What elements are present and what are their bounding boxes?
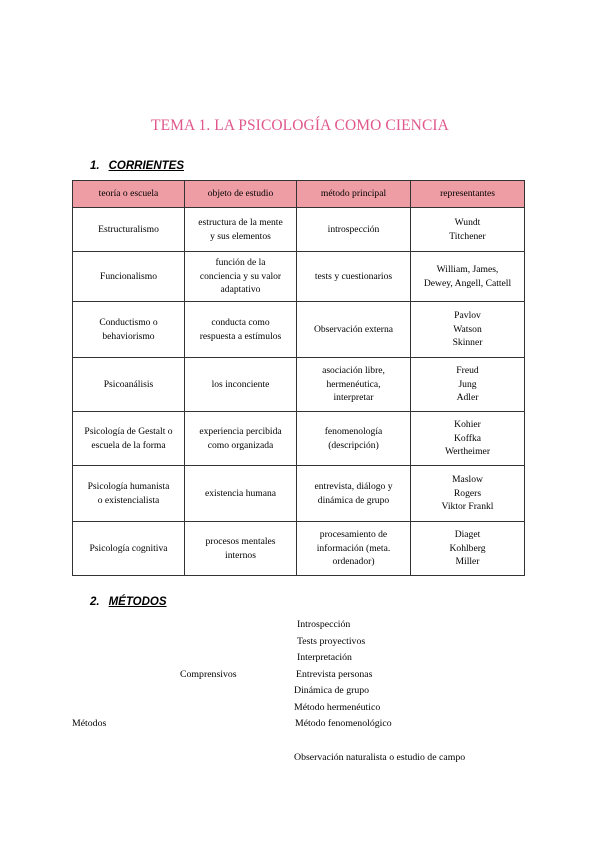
representatives-cell	[411, 522, 525, 576]
cell-line: Diaget	[454, 529, 481, 541]
header-cell: representantes	[411, 181, 525, 208]
cell-line: Estructuralismo	[98, 223, 159, 235]
method-item: Introspección	[297, 619, 351, 630]
cell-line: behaviorismo	[102, 330, 155, 342]
school-cell	[73, 412, 185, 466]
cell-line: Watson	[453, 323, 482, 335]
cell-line: Observación externa	[313, 323, 394, 335]
cell-line: existencia humana	[204, 487, 277, 499]
cell-line: Pavlov	[454, 310, 481, 322]
cell-line: Dewey, Angell, Cattell	[423, 277, 512, 289]
object-cell	[185, 466, 297, 522]
table-row	[73, 302, 525, 358]
cell-line: William, James,	[436, 264, 499, 275]
cell-line: Maslow	[452, 474, 483, 486]
cell-line: conducta como	[211, 317, 270, 328]
object-cell	[185, 412, 297, 466]
cell-line: asociación libre,	[322, 365, 385, 377]
method-item: Interpretación	[297, 652, 352, 663]
cell-line: dinámica de grupo	[317, 494, 390, 506]
object-cell	[185, 522, 297, 576]
cell-line: escuela de la forma	[91, 439, 166, 451]
school-cell	[73, 358, 185, 412]
section-number: 1.	[90, 160, 100, 172]
representatives-cell	[411, 412, 525, 466]
representatives-cell	[411, 358, 525, 412]
cell-line: Psicología humanista	[87, 481, 170, 492]
methods-group-label: Comprensivos	[180, 669, 237, 680]
cell-line: y sus elementos	[210, 230, 271, 242]
representatives-cell	[411, 208, 525, 252]
representatives-cell	[411, 252, 525, 302]
cell-line: información (meta.	[316, 542, 391, 554]
method-cell	[297, 412, 411, 466]
cell-line: los inconciente	[211, 378, 270, 390]
cell-line: procesamiento de	[319, 529, 388, 541]
cell-line: tests y cuestionarios	[314, 270, 393, 282]
cell-line: Wundt	[454, 217, 481, 228]
method-cell	[297, 208, 411, 252]
section-heading-corrientes	[90, 160, 184, 172]
table-row	[73, 466, 525, 522]
school-cell	[73, 208, 185, 252]
cell-line: Miller	[455, 556, 480, 568]
method-cell	[297, 252, 411, 302]
object-cell	[185, 302, 297, 358]
table-row	[73, 522, 525, 576]
cell-line: o existencialista	[97, 494, 160, 506]
cell-line: Kohlberg	[449, 542, 486, 554]
method-cell	[297, 358, 411, 412]
method-cell	[297, 466, 411, 522]
method-cell	[297, 522, 411, 576]
cell-line: entrevista, diálogo y	[314, 481, 393, 492]
cell-line: Psicoanálisis	[103, 378, 154, 390]
cell-line: introspección	[327, 223, 380, 235]
section-title: CORRIENTES	[108, 160, 184, 172]
method-cell	[297, 302, 411, 358]
method-item: Dinámica de grupo	[294, 685, 370, 696]
school-cell	[73, 522, 185, 576]
cell-line: Titchener	[449, 230, 486, 242]
cell-line: Koffka	[454, 432, 481, 444]
cell-line: Psicología de Gestalt o	[84, 426, 173, 437]
cell-line: adaptativo	[220, 284, 261, 296]
cell-line: procesos mentales	[205, 536, 276, 547]
cell-line: respuesta a estímulos	[199, 330, 282, 342]
section-heading-metodos	[90, 596, 167, 608]
method-item: Método fenomenológico	[295, 718, 392, 729]
cell-line: hermenéutica,	[326, 378, 381, 390]
school-cell	[73, 252, 185, 302]
methods-root-label: Métodos	[72, 718, 107, 729]
table-row	[73, 358, 525, 412]
table-row	[73, 252, 525, 302]
cell-line: Kohier	[454, 419, 481, 431]
object-cell	[185, 208, 297, 252]
cell-line: Adler	[456, 392, 479, 404]
header-cell: método principal	[297, 181, 411, 208]
method-item: Tests proyectivos	[297, 636, 366, 647]
section-number: 2.	[90, 596, 100, 608]
cell-line: conciencia y su valor	[199, 270, 282, 282]
page-title: TEMA 1. LA PSICOLOGÍA COMO CIENCIA	[151, 117, 449, 134]
cell-line: fenomenología	[324, 426, 383, 437]
method-item-last: Observación naturalista o estudio de campo	[294, 752, 466, 763]
cell-line: ordenador)	[332, 556, 375, 568]
cell-line: experiencia percibida	[199, 426, 282, 437]
cell-line: Conductismo o	[99, 317, 158, 328]
corrientes-table	[72, 180, 525, 576]
cell-line: Wertheimer	[444, 446, 491, 458]
cell-line: Skinner	[452, 337, 483, 349]
representatives-cell	[411, 302, 525, 358]
table-row	[73, 208, 525, 252]
cell-line: Freud	[456, 365, 479, 377]
cell-line: Rogers	[453, 487, 482, 499]
cell-line: función de la	[215, 257, 266, 269]
table-row	[73, 412, 525, 466]
cell-line: Psicología cognitiva	[89, 542, 168, 554]
school-cell	[73, 302, 185, 358]
cell-line: Viktor Frankl	[441, 501, 494, 513]
cell-line: como organizada	[207, 439, 274, 451]
table-header-row	[73, 181, 525, 208]
header-cell: objeto de estudio	[185, 181, 297, 208]
cell-line: Funcionalismo	[99, 270, 158, 282]
cell-line: Jung	[458, 378, 477, 390]
representatives-cell	[411, 466, 525, 522]
section-title: MÉTODOS	[108, 596, 167, 608]
object-cell	[185, 358, 297, 412]
header-cell: teoría o escuela	[73, 181, 185, 208]
object-cell	[185, 252, 297, 302]
school-cell	[73, 466, 185, 522]
cell-line: internos	[225, 549, 256, 561]
method-item: Entrevista personas	[296, 669, 373, 680]
cell-line: (descripción)	[328, 439, 379, 451]
cell-line: estructura de la mente	[198, 217, 283, 228]
method-item: Método hermenéutico	[294, 702, 381, 713]
cell-line: interpretar	[333, 392, 374, 404]
